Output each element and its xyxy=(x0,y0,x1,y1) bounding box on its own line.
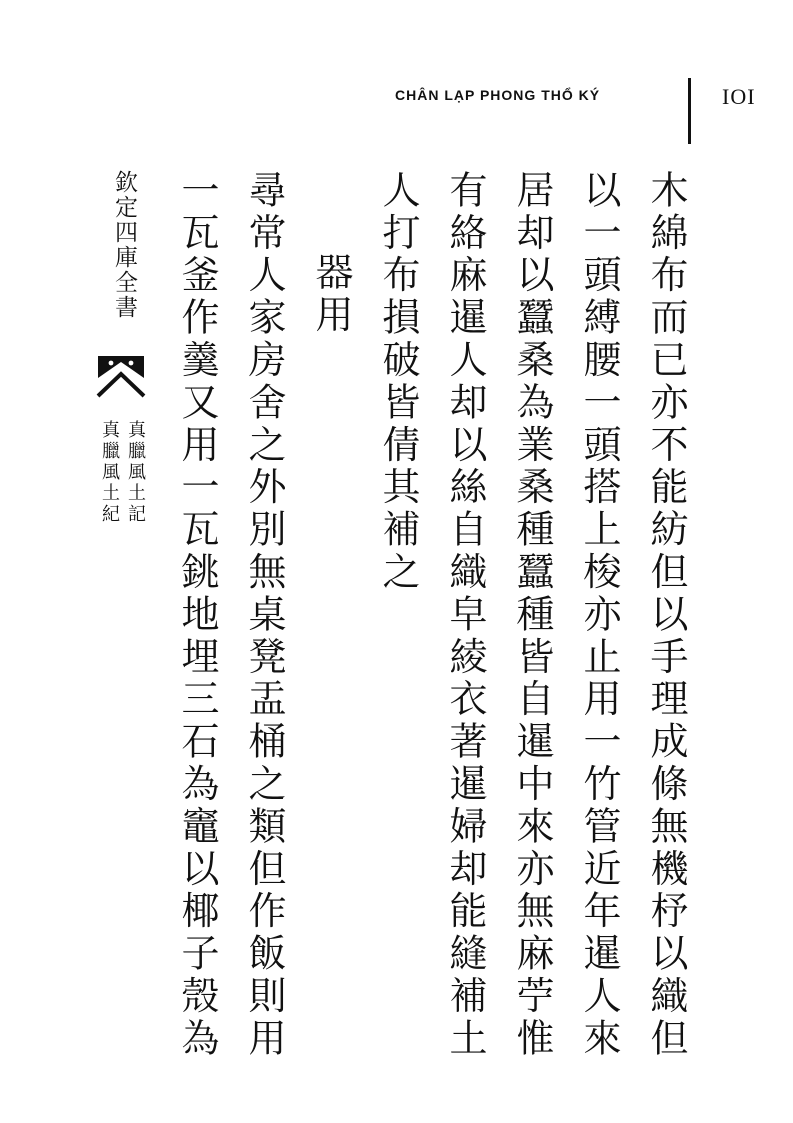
margin-book-title-left: 真臘風土紀 xyxy=(99,420,120,525)
section-heading: 器用 xyxy=(309,252,353,337)
text-column-7: 一瓦釜作羹又用一瓦銚地埋三石為竈以椰子殼為 xyxy=(175,170,219,1061)
running-title: CHÂN LẠP PHONG THỔ KÝ xyxy=(395,87,601,103)
text-column-6: 尋常人家房舍之外別無桌凳盂桶之類但作飯則用 xyxy=(242,170,286,1061)
fishtail-mark-icon xyxy=(96,352,146,398)
text-column-3: 居却以蠶桑為業桑種蠶種皆自暹中來亦無麻苧惟 xyxy=(510,170,554,1061)
margin-book-title-right: 真臘風土記 xyxy=(125,420,146,525)
text-column-4: 有絡麻暹人却以絲自織皁綾衣著暹婦却能縫補土 xyxy=(443,170,487,1061)
margin-collection-title: 欽定四庫全書 xyxy=(111,170,137,320)
text-column-5: 人打布損破皆倩其補之 xyxy=(376,170,420,594)
page-number: IOI xyxy=(722,84,756,109)
text-column-2: 以一頭縛腰一頭搭上梭亦止用一竹管近年暹人來 xyxy=(577,170,621,1061)
header-rule xyxy=(688,78,691,144)
text-column-1: 木綿布而已亦不能紡但以手理成條無機杼以織但 xyxy=(644,170,688,1061)
